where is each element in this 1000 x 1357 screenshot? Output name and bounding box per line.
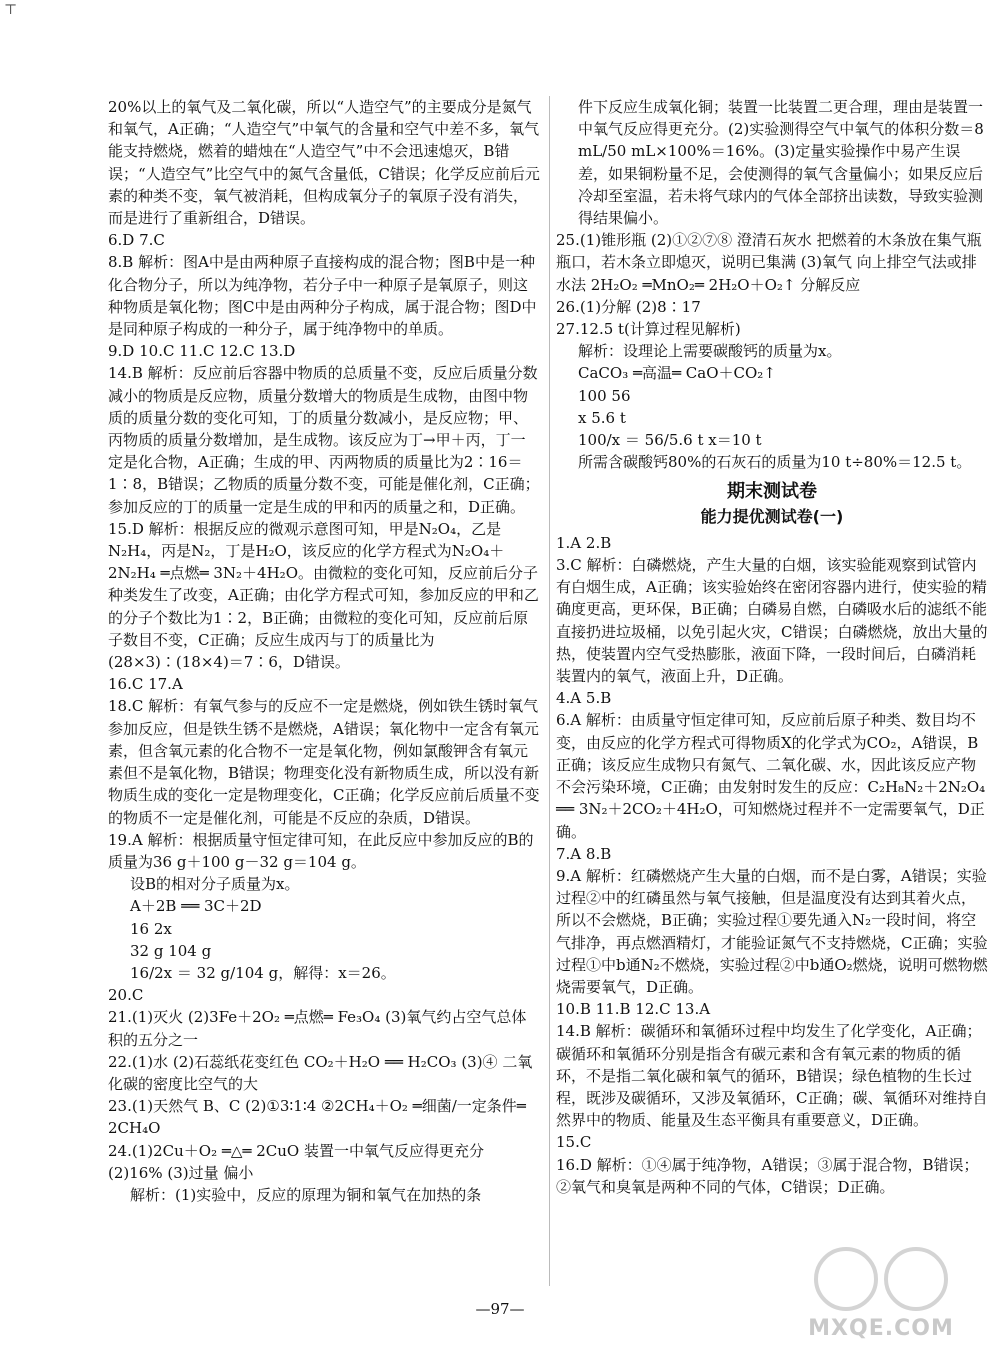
answer-item: 15.D 解析：根据反应的微观示意图可知，甲是N₂O₄，乙是N₂H₄，丙是N₂，丁是H₂O，该反应的化学方程式为N₂O₄＋2N₂H₄ ═点燃═ 3N₂＋4H₂O。由微粒的变化可知，反应前后分子种类发生了改变，A正确；由化学方程式可知，参加反应的甲和乙的分子个数比为1∶2，B正确；由微粒的变化可知，反应前后原子数目不变，C正确；反应生成丙与丁的质量比为(28×3)∶(18×4)＝7∶6，D错误。 (108, 519, 539, 672)
answer-item: 23.(1)天然气 B、C (2)①3∶1∶4 ②2CH₄＋O₂ ═细菌/一定条件═ 2CH₄O (108, 1097, 526, 1138)
answer-item: 27.12.5 t(计算过程见解析) (556, 320, 741, 339)
answer-item: 24.(1)2Cu＋O₂ ═△═ 2CuO 装置一中氧气反应得更充分 (2)16% (3)过量 偏小 (108, 1141, 484, 1182)
answer-item: 8.B 解析：图A中是由两种原子直接构成的混合物；图B中是一种化合物分子，所以为纯净物，若分子中一种原子是氧原子，则这种物质是氧化物；图C中是由两种分子构成，属于混合物；图D中是同种原子构成的一种分子，属于纯净物中的单质。 (108, 253, 537, 339)
equation-line: x 5.6 t (578, 408, 626, 427)
answer-item: 件下反应生成氧化铜；装置一比装置二更合理，理由是装置一中氧气反应得更充分。(2)实验测得空气中氧气的体积分数＝8 mL/50 mL×100%＝16%。(3)定量实验操作中易产生误差，如果铜粉量不足，会使测得的氧气含量偏小；如果反应后冷却至室温，若未将气球内的气体全部挤出读数，导致实验测得结果偏小。 (578, 98, 984, 228)
watermark-logo (786, 1241, 976, 1341)
answer-item: 9.D 10.C 11.C 12.C 13.D (108, 342, 296, 361)
answer-item: 20.C (108, 986, 144, 1005)
answer-item: 解析：设理论上需要碳酸钙的质量为x。 (578, 342, 842, 361)
answer-item: 14.B 解析：反应前后容器中物质的总质量不变，反应后质量分数减小的物质是反应物，质量分数增大的物质是生成物，由图中物质的质量分数的变化可知，丁的质量分数减小，是反应物；甲、丙物质的质量分数增加，是生成物。该反应为丁→甲＋丙，丁一定是化合物，A正确；生成的甲、丙两物质的质量比为2∶16＝1∶8，B错误；乙物质的质量分数不变，可能是催化剂，C正确；参加反应的丁的质量一定是生成的甲和丙的质量之和，D正确。 (108, 364, 540, 516)
watermark-text: MXQE.COM (808, 1316, 954, 1341)
answer-item: 所需含碳酸钙80%的石灰石的质量为10 t÷80%＝12.5 t。 (578, 453, 972, 472)
page-number: —97— (475, 1300, 525, 1318)
answer-item: 20%以上的氧气及二氧化碳，所以“人造空气”的主要成分是氮气和氧气，A正确；“人造空气”中氧气的含量和空气中差不多，氧气能支持燃烧，燃着的蜡烛在“人造空气”中不会迅速熄灭，B错误；“人造空气”比空气中的氮气含量低，C错误；化学反应前后元素的种类不变，氧气被消耗，但构成氧分子的氧原子没有消失，而是进行了重新组合，D错误。 (108, 98, 540, 228)
answer-item: 14.B 解析：碳循环和氧循环过程中均发生了化学变化，A正确；碳循环和氧循环分别是指含有碳元素和含有氧元素的物质的循环，不是指二氧化碳和氧气的循环，B错误；绿色植物的生长过程，既涉及碳循环，又涉及氧循环，C正确；碳、氧循环对维持自然界中的物质、能量及生态平衡具有重要意义，D正确。 (556, 1022, 988, 1130)
answer-item: 9.A 解析：红磷燃烧产生大量的白烟，而不是白雾，A错误；实验过程②中的红磷虽然与氧气接触，但是温度没有达到其着火点，所以不会燃烧，B正确；实验过程①要先通入N₂一段时间，将空气排净，再点燃酒精灯，才能验证氮气不支持燃烧，C正确；实验过程①中b通N₂不燃烧，实验过程②中b通O₂燃烧，说明可燃物燃烧需要氧气，D正确。 (556, 866, 988, 996)
answer-item: 7.A 8.B (556, 844, 612, 863)
answer-item: 18.C 解析：有氧气参与的反应不一定是燃烧，例如铁生锈时氧气参加反应，但是铁生锈不是燃烧，A错误；氧化物中一定含有氧元素，但含氧元素的化合物不一定是氧化物，例如氯酸钾含有氧元素但不是氧化物，B错误；物理变化没有新物质生成，所以没有新物质生成的变化一定是物理变化，C正确；化学反应前后质量不变的物质不一定是催化剂，可能是不反应的杂质，D错误。 (108, 697, 540, 827)
answer-item: 19.A 解析：根据质量守恒定律可知，在此反应中参加反应的B的质量为36 g＋100 g－32 g＝104 g。 (108, 830, 534, 871)
sub-title: 能力提优测试卷(一) (700, 506, 844, 526)
right-column (556, 96, 988, 1198)
answer-item: 25.(1)锥形瓶 (2)①②⑦⑧ 澄清石灰水 把燃着的木条放在集气瓶瓶口，若木条立即熄灭，说明已集满 (3)氧气 向上排空气法或排水法 2H₂O₂ ═MnO₂═ 2H₂O＋O₂↑ 分解反应 (556, 231, 982, 294)
answer-item: 22.(1)水 (2)石蕊纸花变红色 CO₂＋H₂O ══ H₂CO₃ (3)④ 二氧化碳的密度比空气的大 (108, 1052, 533, 1093)
answer-item: 解析：(1)实验中，反应的原理为铜和氧气在加热的条 (130, 1185, 482, 1204)
answer-item: 16.D 解析：①④属于纯净物，A错误；③属于混合物，B错误；②氧气和臭氧是两种不同的气体，C错误；D正确。 (556, 1155, 979, 1196)
answer-item: 6.A 解析：由质量守恒定律可知，反应前后原子种类、数目均不变，由反应的化学方程式可得物质X的化学式为CO₂，A错误，B正确；该反应生成物只有氮气、二氧化碳、水，因此该反应产物不会污染环境，C正确；由发射时发生的反应：C₂H₈N₂＋2N₂O₄ ══ 3N₂＋2CO₂＋4H₂O，可知燃烧过程并不一定需要氧气，D正确。 (556, 711, 986, 841)
equation-line: 100/x ＝ 56/5.6 t x＝10 t (578, 431, 762, 450)
answer-item: 10.B 11.B 12.C 13.A (556, 1000, 711, 1019)
left-column (108, 96, 540, 1206)
equation-line: 16/2x ＝ 32 g/104 g，解得：x＝26。 (130, 963, 396, 982)
equation-line: A＋2B ══ 3C＋2D (130, 897, 262, 916)
equation-line: 16 2x (130, 919, 172, 938)
answer-item: 16.C 17.A (108, 675, 183, 694)
answer-item: 设B的相对分子质量为x。 (130, 875, 300, 894)
equation-line: CaCO₃ ═高温═ CaO＋CO₂↑ (578, 364, 776, 383)
answer-item: 4.A 5.B (556, 689, 612, 708)
corner-mark: ⊤ (4, 2, 18, 18)
answer-item: 21.(1)灭火 (2)3Fe＋2O₂ ═点燃═ Fe₃O₄ (3)氧气约占空气总体积的五分之一 (108, 1008, 527, 1049)
equation-line: 100 56 (578, 386, 631, 405)
answer-item: 15.C (556, 1133, 592, 1152)
section-title: 期末测试卷 (727, 481, 817, 503)
answer-item: 26.(1)分解 (2)8∶17 (556, 297, 701, 316)
answer-item: 3.C 解析：白磷燃烧，产生大量的白烟，该实验能观察到试管内有白烟生成，A正确；该实验始终在密闭容器内进行，使实验的精确度更高，更环保，B正确；白磷易自燃，白磷吸水后的滤纸不能直接扔进垃圾桶，以免引起火灾，C错误；白磷燃烧，放出大量的热，使装置内空气受热膨胀，液面下降，一段时间后，白磷消耗装置内的氧气，液面上升，D正确。 (556, 556, 988, 686)
column-divider (549, 96, 550, 1286)
answer-item: 1.A 2.B (556, 533, 612, 552)
equation-line: 32 g 104 g (130, 941, 212, 960)
answer-item: 6.D 7.C (108, 231, 165, 250)
